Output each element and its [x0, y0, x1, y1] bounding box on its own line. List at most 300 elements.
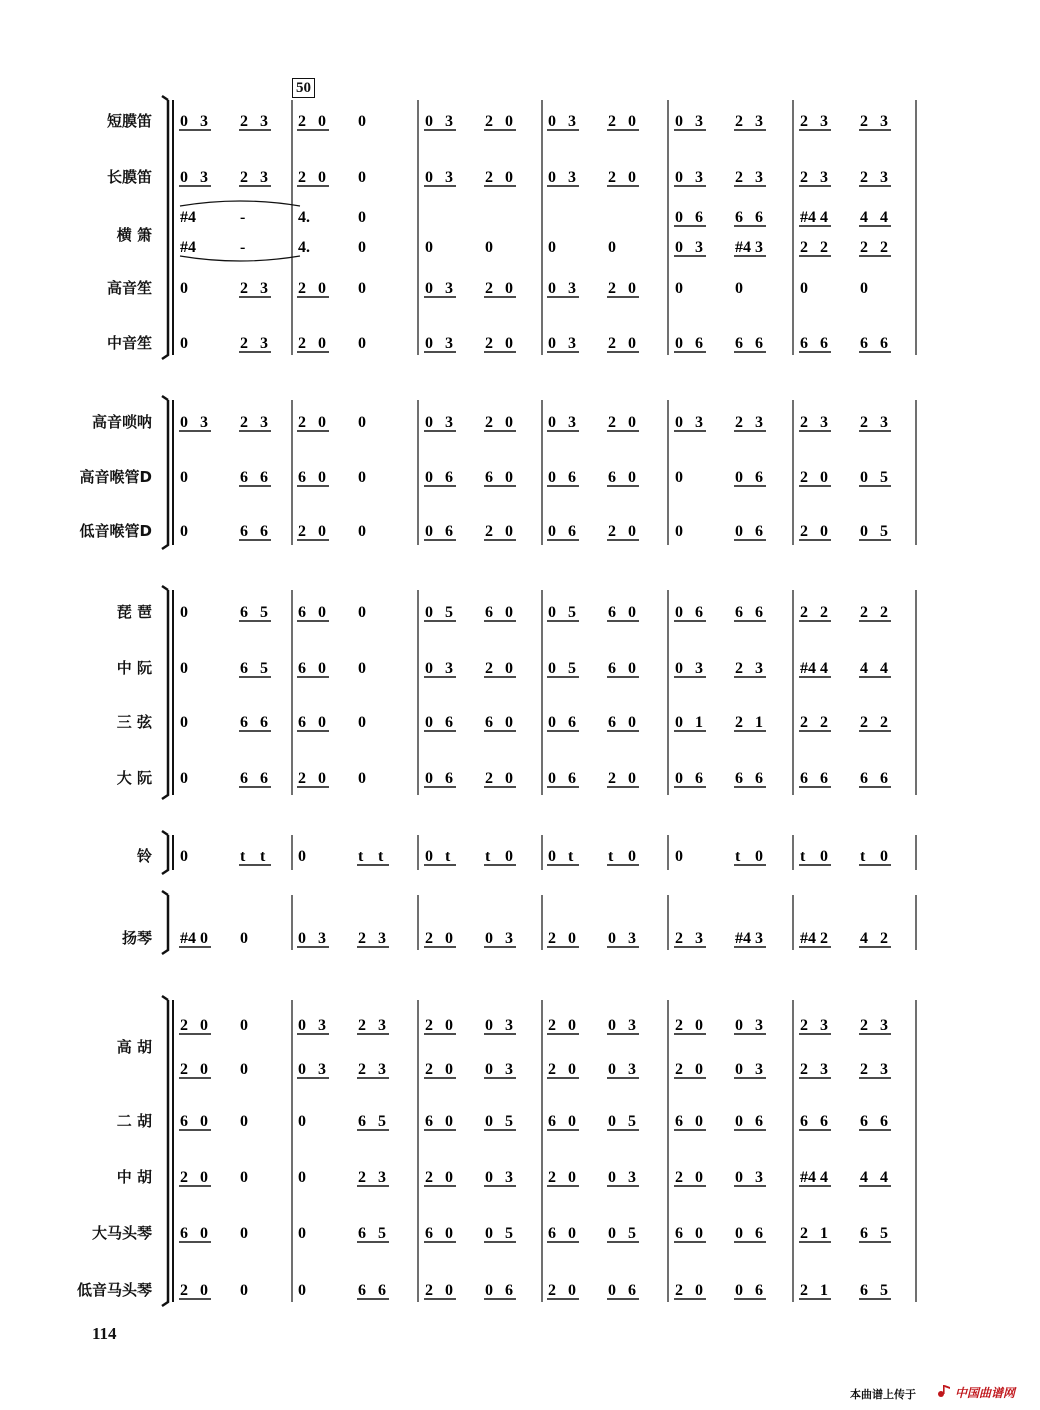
- note: 3: [755, 930, 763, 947]
- note: 1: [755, 714, 763, 731]
- instrument-label-dr: 大 阮: [116, 769, 152, 787]
- note: 2: [608, 335, 616, 352]
- note: 6: [608, 714, 616, 731]
- note: 2: [860, 239, 868, 256]
- note: 3: [260, 280, 268, 297]
- note: 5: [628, 1225, 636, 1242]
- instrument-label-dyhg: 低音喉管D: [79, 522, 152, 540]
- page-number: 114: [92, 1324, 117, 1343]
- note: 0: [628, 169, 636, 186]
- note: 0: [318, 280, 326, 297]
- note: #4: [800, 930, 816, 947]
- note: #4: [800, 1169, 816, 1186]
- note: 5: [445, 604, 453, 621]
- note: 0: [445, 1169, 453, 1186]
- note: 0: [548, 239, 556, 256]
- note: 2: [800, 523, 808, 540]
- note: 0: [425, 714, 433, 731]
- note: 6: [358, 1225, 366, 1242]
- note: 6: [608, 604, 616, 621]
- note: 4: [860, 209, 868, 226]
- note: #4: [180, 239, 196, 256]
- note: 2: [800, 714, 808, 731]
- note: #4: [735, 239, 751, 256]
- note: 2: [485, 523, 493, 540]
- note: 6: [485, 604, 493, 621]
- note: 6: [735, 335, 743, 352]
- note: t: [378, 848, 384, 865]
- note: 0: [298, 1017, 306, 1034]
- note: 0: [735, 1017, 743, 1034]
- note: 0: [358, 660, 366, 677]
- instrument-label-cmd: 长膜笛: [106, 168, 152, 186]
- note: 2: [358, 1169, 366, 1186]
- note: 0: [675, 239, 683, 256]
- note: 2: [820, 239, 828, 256]
- note: 0: [445, 1061, 453, 1078]
- note: 6: [695, 335, 703, 352]
- note: 2: [240, 335, 248, 352]
- note: 5: [505, 1225, 513, 1242]
- note: 5: [568, 660, 576, 677]
- note: 3: [445, 414, 453, 431]
- note: 3: [505, 1061, 513, 1078]
- note: 0: [200, 1282, 208, 1299]
- note: 0: [608, 930, 616, 947]
- note: 2: [800, 1061, 808, 1078]
- note: 0: [425, 660, 433, 677]
- note: 0: [425, 604, 433, 621]
- note: 0: [358, 239, 366, 256]
- note: 2: [485, 770, 493, 787]
- note: 0: [318, 169, 326, 186]
- note: 3: [880, 1061, 888, 1078]
- note: 3: [378, 930, 386, 947]
- note: 6: [755, 1113, 763, 1130]
- note: 2: [800, 1282, 808, 1299]
- note: 3: [695, 414, 703, 431]
- note: 0: [568, 1061, 576, 1078]
- note: 0: [180, 414, 188, 431]
- note: 0: [180, 604, 188, 621]
- note: 2: [425, 930, 433, 947]
- note: 2: [485, 335, 493, 352]
- note: 2: [675, 1061, 683, 1078]
- note: 0: [485, 1113, 493, 1130]
- note: 3: [820, 113, 828, 130]
- note: 0: [548, 169, 556, 186]
- note: 2: [485, 113, 493, 130]
- note: 0: [628, 113, 636, 130]
- note: 3: [695, 930, 703, 947]
- note: 3: [628, 1017, 636, 1034]
- note: 0: [608, 1017, 616, 1034]
- note: 2: [298, 113, 306, 130]
- note: 6: [298, 660, 306, 677]
- note: 2: [860, 604, 868, 621]
- note: 2: [800, 469, 808, 486]
- note: 4.: [298, 209, 310, 226]
- note: 5: [378, 1113, 386, 1130]
- note: 0: [180, 469, 188, 486]
- note: 5: [880, 1225, 888, 1242]
- note: 0: [568, 1225, 576, 1242]
- note: 6: [755, 469, 763, 486]
- note: 0: [628, 660, 636, 677]
- note: 0: [695, 1282, 703, 1299]
- note: 3: [505, 1169, 513, 1186]
- note: 0: [180, 523, 188, 540]
- note: 0: [608, 1061, 616, 1078]
- note: 0: [675, 770, 683, 787]
- note: 3: [880, 1017, 888, 1034]
- note: 2: [608, 169, 616, 186]
- instrument-label-hx: 横 箫: [116, 226, 152, 244]
- note: 0: [318, 604, 326, 621]
- note: 0: [200, 1113, 208, 1130]
- note: 2: [880, 239, 888, 256]
- note: 0: [675, 714, 683, 731]
- note: 0: [860, 469, 868, 486]
- note: 3: [880, 414, 888, 431]
- note: 0: [735, 1113, 743, 1130]
- note: 6: [260, 714, 268, 731]
- note: 0: [820, 848, 828, 865]
- rehearsal-mark: 50: [292, 78, 315, 98]
- instrument-label-pp: 琵 琶: [116, 603, 152, 621]
- instrument-label-gh: 高 胡: [116, 1038, 152, 1056]
- note: 6: [505, 1282, 513, 1299]
- note: 3: [568, 169, 576, 186]
- note: 6: [485, 469, 493, 486]
- note: 2: [425, 1061, 433, 1078]
- note: 0: [800, 280, 808, 297]
- note: 0: [445, 1113, 453, 1130]
- note: 0: [735, 280, 743, 297]
- note: 3: [755, 113, 763, 130]
- note: 0: [505, 469, 513, 486]
- note: 0: [735, 469, 743, 486]
- note: 0: [298, 1061, 306, 1078]
- note: 0: [485, 1282, 493, 1299]
- note: 0: [568, 1169, 576, 1186]
- note: 1: [820, 1225, 828, 1242]
- note: 6: [695, 604, 703, 621]
- note: 0: [485, 930, 493, 947]
- note: 6: [860, 1282, 868, 1299]
- note: 0: [628, 604, 636, 621]
- note: 3: [378, 1169, 386, 1186]
- note: 2: [548, 930, 556, 947]
- note: 0: [358, 335, 366, 352]
- note: 0: [200, 1017, 208, 1034]
- instrument-label-gys: 高音笙: [106, 279, 152, 297]
- note: 0: [180, 660, 188, 677]
- note: t: [485, 848, 491, 865]
- note: 2: [860, 414, 868, 431]
- note: 0: [548, 414, 556, 431]
- note: 3: [820, 414, 828, 431]
- note: 5: [260, 604, 268, 621]
- note: 2: [860, 113, 868, 130]
- note: 3: [260, 113, 268, 130]
- note: 6: [755, 209, 763, 226]
- note: 6: [240, 469, 248, 486]
- note: 3: [568, 113, 576, 130]
- note: 6: [695, 770, 703, 787]
- note: 3: [755, 239, 763, 256]
- note: 0: [240, 1169, 248, 1186]
- note: 4: [880, 209, 888, 226]
- note: 6: [860, 1113, 868, 1130]
- note: 0: [298, 1113, 306, 1130]
- note: 6: [568, 714, 576, 731]
- system-bracket: [162, 891, 168, 954]
- note: 3: [260, 169, 268, 186]
- note: 2: [608, 414, 616, 431]
- note: 2: [608, 523, 616, 540]
- note: 0: [318, 660, 326, 677]
- note: 6: [675, 1225, 683, 1242]
- note: 2: [608, 280, 616, 297]
- note: 0: [200, 1061, 208, 1078]
- note: 6: [378, 1282, 386, 1299]
- note: 6: [755, 770, 763, 787]
- note: 0: [358, 714, 366, 731]
- note: 3: [880, 113, 888, 130]
- note: 0: [548, 523, 556, 540]
- note: 6: [548, 1225, 556, 1242]
- note: 6: [735, 209, 743, 226]
- note: 3: [755, 169, 763, 186]
- note: 0: [485, 239, 493, 256]
- note: -: [240, 209, 246, 226]
- note: 3: [755, 414, 763, 431]
- note: 0: [675, 604, 683, 621]
- note: 6: [755, 604, 763, 621]
- note: 5: [378, 1225, 386, 1242]
- note: 6: [445, 770, 453, 787]
- note: 5: [505, 1113, 513, 1130]
- note: 0: [358, 604, 366, 621]
- note: 2: [735, 660, 743, 677]
- note: 6: [800, 335, 808, 352]
- note: 2: [180, 1282, 188, 1299]
- note: 0: [608, 1113, 616, 1130]
- note: 0: [675, 660, 683, 677]
- note: 6: [180, 1113, 188, 1130]
- note: 0: [505, 770, 513, 787]
- note: 6: [675, 1113, 683, 1130]
- note: t: [800, 848, 806, 865]
- instrument-label-gysn: 高音唢呐: [91, 413, 152, 431]
- note: 3: [318, 1017, 326, 1034]
- note: 6: [425, 1113, 433, 1130]
- note: 0: [425, 169, 433, 186]
- note: 3: [445, 169, 453, 186]
- instrument-label-zr: 中 阮: [116, 659, 152, 677]
- note: 6: [358, 1113, 366, 1130]
- note: 0: [180, 335, 188, 352]
- note: 6: [880, 770, 888, 787]
- note: 0: [425, 414, 433, 431]
- note: 2: [860, 1017, 868, 1034]
- note: 0: [200, 930, 208, 947]
- note: 2: [425, 1282, 433, 1299]
- note: 0: [628, 714, 636, 731]
- note: 0: [318, 469, 326, 486]
- note: 0: [675, 209, 683, 226]
- note: 0: [180, 714, 188, 731]
- note: 0: [505, 604, 513, 621]
- note: 2: [548, 1017, 556, 1034]
- note: 6: [240, 604, 248, 621]
- note: 0: [608, 239, 616, 256]
- note: 6: [880, 1113, 888, 1130]
- note: 3: [445, 335, 453, 352]
- music-note-icon: [936, 1384, 952, 1398]
- note: 0: [505, 113, 513, 130]
- note: 0: [485, 1061, 493, 1078]
- note: 3: [755, 1017, 763, 1034]
- note: 0: [628, 414, 636, 431]
- note: 6: [628, 1282, 636, 1299]
- note: 6: [445, 714, 453, 731]
- note: 2: [860, 1061, 868, 1078]
- note: 0: [628, 848, 636, 865]
- note: 6: [260, 523, 268, 540]
- note: 3: [755, 660, 763, 677]
- instrument-label-dmtq: 大马头琴: [91, 1224, 152, 1242]
- note: 0: [505, 169, 513, 186]
- note: 2: [608, 770, 616, 787]
- note: 6: [260, 770, 268, 787]
- note: 0: [505, 335, 513, 352]
- note: 0: [735, 1169, 743, 1186]
- instrument-label-ling: 铃: [136, 847, 152, 865]
- note: 2: [735, 414, 743, 431]
- note: 2: [880, 930, 888, 947]
- note: 2: [820, 930, 828, 947]
- note: 0: [358, 414, 366, 431]
- note: 6: [755, 335, 763, 352]
- note: 0: [628, 770, 636, 787]
- note: 2: [298, 523, 306, 540]
- note: 3: [318, 930, 326, 947]
- note: 0: [695, 1061, 703, 1078]
- note: 0: [425, 239, 433, 256]
- instrument-label-zh: 中 胡: [116, 1168, 152, 1186]
- note: 0: [548, 113, 556, 130]
- note: 0: [548, 770, 556, 787]
- note: 0: [240, 1225, 248, 1242]
- note: 2: [548, 1061, 556, 1078]
- note: 0: [735, 1225, 743, 1242]
- note: 3: [820, 1017, 828, 1034]
- instrument-label-gyhg: 高音喉管D: [79, 468, 152, 486]
- note: 2: [180, 1061, 188, 1078]
- note: 2: [800, 1017, 808, 1034]
- note: 4: [820, 1169, 828, 1186]
- instrument-label-dmd: 短膜笛: [106, 112, 152, 130]
- note: 6: [860, 770, 868, 787]
- note: 0: [675, 280, 683, 297]
- note: 4: [820, 209, 828, 226]
- note: 0: [695, 1169, 703, 1186]
- note: 0: [505, 848, 513, 865]
- note: 2: [880, 714, 888, 731]
- note: t: [240, 848, 246, 865]
- instrument-label-dymtq: 低音马头琴: [76, 1281, 152, 1299]
- note: 6: [860, 335, 868, 352]
- note: 2: [240, 414, 248, 431]
- note: 0: [675, 335, 683, 352]
- note: 4: [880, 1169, 888, 1186]
- note: 2: [800, 414, 808, 431]
- note: 0: [240, 1017, 248, 1034]
- note: 0: [860, 523, 868, 540]
- note: 0: [445, 930, 453, 947]
- note: 0: [298, 930, 306, 947]
- note: 2: [860, 714, 868, 731]
- note: 2: [298, 770, 306, 787]
- note: 0: [505, 714, 513, 731]
- note: 2: [735, 113, 743, 130]
- note: 4: [860, 1169, 868, 1186]
- note: 1: [820, 1282, 828, 1299]
- note: #4: [180, 209, 196, 226]
- note: 6: [298, 469, 306, 486]
- slur: [180, 201, 300, 206]
- note: 4: [860, 660, 868, 677]
- note: 3: [568, 414, 576, 431]
- note: 2: [800, 1225, 808, 1242]
- upload-note: 本曲谱上传于: [850, 1388, 916, 1401]
- note: 2: [675, 1282, 683, 1299]
- note: 3: [200, 169, 208, 186]
- note: 2: [800, 113, 808, 130]
- note: 6: [568, 523, 576, 540]
- note: 2: [180, 1017, 188, 1034]
- note: 1: [695, 714, 703, 731]
- note: 6: [800, 1113, 808, 1130]
- note: 6: [820, 770, 828, 787]
- note: 2: [425, 1169, 433, 1186]
- note: 2: [860, 169, 868, 186]
- note: 6: [880, 335, 888, 352]
- instrument-label-yq: 扬琴: [121, 929, 152, 947]
- note: t: [445, 848, 451, 865]
- note: 3: [695, 660, 703, 677]
- note: 0: [608, 1169, 616, 1186]
- note: 6: [755, 1282, 763, 1299]
- note: 0: [358, 209, 366, 226]
- note: 6: [568, 469, 576, 486]
- note: 2: [358, 930, 366, 947]
- note: 0: [675, 848, 683, 865]
- note: 0: [755, 848, 763, 865]
- note: 2: [298, 335, 306, 352]
- note: 6: [608, 469, 616, 486]
- note: #4: [800, 660, 816, 677]
- note: 3: [260, 414, 268, 431]
- note: 0: [358, 469, 366, 486]
- note: 6: [240, 660, 248, 677]
- slur: [180, 256, 300, 261]
- note: 6: [735, 604, 743, 621]
- note: 2: [548, 1169, 556, 1186]
- note: 0: [860, 280, 868, 297]
